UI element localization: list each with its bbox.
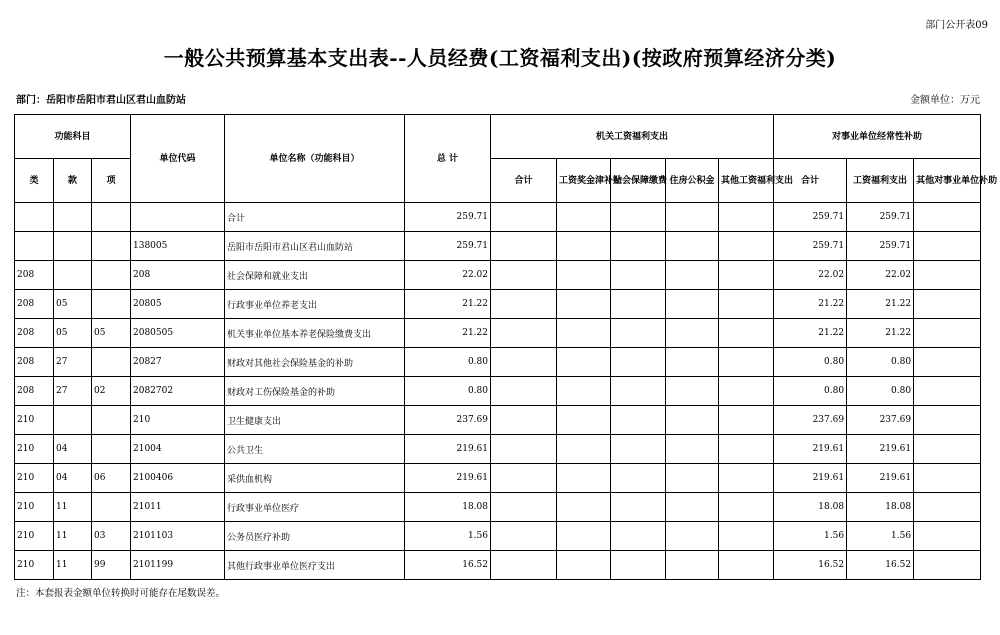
cell-a-total [491,522,557,551]
cell-name: 采供血机构 [225,464,405,493]
cell-a-housing [666,406,719,435]
table-row [15,406,981,435]
table-row [15,435,981,464]
header-inst-other: 其他对事业单位补助 [914,159,981,203]
header-agency-other: 其他工资福利支出 [719,159,774,203]
table-row [15,319,981,348]
cell-i-wage: 0.80 [847,377,914,406]
cell-name: 财政对其他社会保险基金的补助 [225,348,405,377]
cell-i-wage: 16.52 [847,551,914,580]
cell-a-housing [666,232,719,261]
cell-a-other [719,493,774,522]
header-unit-code: 单位代码 [131,115,225,203]
cell-a-other [719,377,774,406]
cell-a-social [611,319,666,348]
cell-a-other [719,232,774,261]
header-func-subject: 功能科目 [15,115,131,159]
cell-a-total [491,319,557,348]
cell-i-total: 21.22 [774,319,847,348]
table-row [15,203,981,232]
cell-lei: 210 [15,522,54,551]
cell-a-total [491,464,557,493]
cell-a-social [611,406,666,435]
header-lei: 类 [15,159,54,203]
cell-kuan: 11 [54,551,92,580]
cell-xiang [92,493,131,522]
table-row [15,232,981,261]
cell-kuan: 11 [54,493,92,522]
cell-i-wage: 21.22 [847,319,914,348]
header-xiang: 项 [92,159,131,203]
cell-code: 2082702 [131,377,225,406]
cell-a-other [719,464,774,493]
cell-a-housing [666,464,719,493]
cell-a-housing [666,377,719,406]
cell-i-total: 22.02 [774,261,847,290]
cell-i-wage: 259.71 [847,203,914,232]
cell-a-other [719,319,774,348]
cell-i-total: 259.71 [774,203,847,232]
header-kuan: 款 [54,159,92,203]
cell-kuan: 05 [54,319,92,348]
cell-kuan: 11 [54,522,92,551]
cell-i-other [914,232,981,261]
cell-name: 财政对工伤保险基金的补助 [225,377,405,406]
cell-i-total: 219.61 [774,464,847,493]
cell-xiang: 02 [92,377,131,406]
cell-a-bonus [557,232,611,261]
cell-total: 0.80 [405,348,491,377]
amount-unit-label: 金额单位：万元 [910,95,980,106]
cell-lei: 210 [15,464,54,493]
header-agency-bonus: 工资奖金津补贴 [557,159,611,203]
cell-a-social [611,493,666,522]
cell-i-total: 0.80 [774,348,847,377]
cell-total: 237.69 [405,406,491,435]
cell-a-social [611,464,666,493]
cell-a-total [491,261,557,290]
cell-code: 20805 [131,290,225,319]
header-agency-total: 合计 [491,159,557,203]
cell-code: 2080505 [131,319,225,348]
cell-kuan [54,203,92,232]
cell-lei [15,232,54,261]
cell-xiang [92,290,131,319]
cell-a-bonus [557,290,611,319]
cell-name: 卫生健康支出 [225,406,405,435]
cell-kuan: 04 [54,464,92,493]
cell-i-total: 0.80 [774,377,847,406]
cell-total: 22.02 [405,261,491,290]
cell-total: 259.71 [405,203,491,232]
cell-total: 219.61 [405,464,491,493]
cell-kuan: 27 [54,377,92,406]
cell-i-wage: 22.02 [847,261,914,290]
cell-a-housing [666,348,719,377]
cell-a-housing [666,203,719,232]
table-row [15,522,981,551]
cell-name: 合计 [225,203,405,232]
cell-code: 20827 [131,348,225,377]
cell-a-bonus [557,551,611,580]
cell-a-bonus [557,435,611,464]
cell-a-social [611,348,666,377]
cell-a-other [719,203,774,232]
cell-i-other [914,493,981,522]
cell-name: 其他行政事业单位医疗支出 [225,551,405,580]
cell-kuan: 27 [54,348,92,377]
cell-a-housing [666,551,719,580]
cell-total: 16.52 [405,551,491,580]
cell-total: 21.22 [405,319,491,348]
cell-code [131,203,225,232]
cell-xiang: 99 [92,551,131,580]
cell-a-total [491,406,557,435]
cell-code: 2101103 [131,522,225,551]
cell-i-total: 259.71 [774,232,847,261]
cell-name: 行政事业单位医疗 [225,493,405,522]
cell-a-housing [666,261,719,290]
cell-a-bonus [557,203,611,232]
page-title: 一般公共预算基本支出表--人员经费(工资福利支出)(按政府预算经济分类) [163,46,837,70]
cell-a-social [611,551,666,580]
cell-a-bonus [557,464,611,493]
cell-a-social [611,232,666,261]
cell-total: 18.08 [405,493,491,522]
cell-i-other [914,464,981,493]
cell-name: 社会保障和就业支出 [225,261,405,290]
table-row [15,551,981,580]
cell-code: 21011 [131,493,225,522]
cell-xiang: 03 [92,522,131,551]
cell-a-social [611,261,666,290]
cell-code: 138005 [131,232,225,261]
cell-i-total: 18.08 [774,493,847,522]
cell-a-total [491,551,557,580]
cell-i-wage: 0.80 [847,348,914,377]
cell-i-other [914,261,981,290]
budget-table [14,114,998,580]
cell-name: 公共卫生 [225,435,405,464]
table-row [15,348,981,377]
cell-code: 210 [131,406,225,435]
cell-a-social [611,203,666,232]
cell-name: 公务员医疗补助 [225,522,405,551]
cell-a-other [719,348,774,377]
footnote: 注：本套报表金额单位转换时可能存在尾数误差。 [16,588,226,599]
cell-a-total [491,348,557,377]
header-total: 总 计 [405,115,491,203]
cell-xiang [92,203,131,232]
cell-xiang [92,406,131,435]
cell-lei [15,203,54,232]
cell-xiang [92,261,131,290]
cell-kuan: 04 [54,435,92,464]
cell-a-other [719,551,774,580]
table-row [15,377,981,406]
cell-kuan [54,232,92,261]
cell-a-social [611,290,666,319]
cell-i-other [914,406,981,435]
report-number: 部门公开表09 [925,20,988,31]
cell-lei: 208 [15,319,54,348]
cell-xiang: 06 [92,464,131,493]
cell-a-housing [666,493,719,522]
cell-i-other [914,348,981,377]
cell-name: 机关事业单位基本养老保险缴费支出 [225,319,405,348]
cell-lei: 208 [15,261,54,290]
table-row [15,493,981,522]
table-row [15,290,981,319]
cell-lei: 210 [15,435,54,464]
cell-lei: 210 [15,406,54,435]
cell-a-housing [666,435,719,464]
header-agency-social: 社会保障缴费 [611,159,666,203]
cell-total: 21.22 [405,290,491,319]
cell-total: 259.71 [405,232,491,261]
cell-a-bonus [557,522,611,551]
cell-a-housing [666,319,719,348]
cell-a-total [491,203,557,232]
cell-i-total: 21.22 [774,290,847,319]
cell-a-total [491,493,557,522]
header-agency-housing: 住房公积金 [666,159,719,203]
cell-i-other [914,522,981,551]
cell-a-social [611,522,666,551]
cell-i-other [914,551,981,580]
cell-i-wage: 21.22 [847,290,914,319]
cell-i-other [914,203,981,232]
cell-code: 2101199 [131,551,225,580]
cell-a-total [491,377,557,406]
cell-a-bonus [557,261,611,290]
cell-a-bonus [557,377,611,406]
cell-i-wage: 1.56 [847,522,914,551]
cell-i-other [914,435,981,464]
cell-a-housing [666,522,719,551]
header-agency-group: 机关工资福利支出 [491,115,774,159]
cell-xiang [92,232,131,261]
cell-code: 21004 [131,435,225,464]
cell-kuan: 05 [54,290,92,319]
cell-i-total: 1.56 [774,522,847,551]
cell-i-other [914,377,981,406]
cell-name: 岳阳市岳阳市君山区君山血防站 [225,232,405,261]
cell-total: 0.80 [405,377,491,406]
cell-a-other [719,435,774,464]
cell-total: 219.61 [405,435,491,464]
cell-a-social [611,435,666,464]
header-inst-wage: 工资福利支出 [847,159,914,203]
cell-kuan [54,261,92,290]
cell-a-other [719,522,774,551]
table-body [15,203,981,580]
cell-a-other [719,290,774,319]
cell-code: 208 [131,261,225,290]
cell-i-total: 237.69 [774,406,847,435]
cell-a-other [719,261,774,290]
cell-lei: 210 [15,493,54,522]
cell-lei: 208 [15,290,54,319]
cell-a-total [491,290,557,319]
cell-i-other [914,290,981,319]
cell-a-total [491,232,557,261]
cell-a-housing [666,290,719,319]
header-inst-group: 对事业单位经常性补助 [774,115,981,159]
cell-a-bonus [557,319,611,348]
cell-lei: 208 [15,348,54,377]
cell-xiang [92,435,131,464]
cell-a-social [611,377,666,406]
cell-i-wage: 237.69 [847,406,914,435]
cell-i-wage: 18.08 [847,493,914,522]
cell-xiang: 05 [92,319,131,348]
cell-total: 1.56 [405,522,491,551]
cell-a-total [491,435,557,464]
cell-i-other [914,319,981,348]
cell-i-wage: 259.71 [847,232,914,261]
cell-a-bonus [557,406,611,435]
department-label: 部门：岳阳市岳阳市君山区君山血防站 [16,95,186,106]
table-row [15,261,981,290]
header-unit-name: 单位名称（功能科目） [225,115,405,203]
cell-a-bonus [557,348,611,377]
cell-i-total: 16.52 [774,551,847,580]
cell-kuan [54,406,92,435]
cell-xiang [92,348,131,377]
cell-name: 行政事业单位养老支出 [225,290,405,319]
cell-lei: 210 [15,551,54,580]
cell-lei: 208 [15,377,54,406]
cell-code: 2100406 [131,464,225,493]
cell-i-wage: 219.61 [847,435,914,464]
cell-a-other [719,406,774,435]
cell-a-bonus [557,493,611,522]
cell-i-total: 219.61 [774,435,847,464]
header-inst-total: 合计 [774,159,847,203]
cell-i-wage: 219.61 [847,464,914,493]
table-row [15,464,981,493]
